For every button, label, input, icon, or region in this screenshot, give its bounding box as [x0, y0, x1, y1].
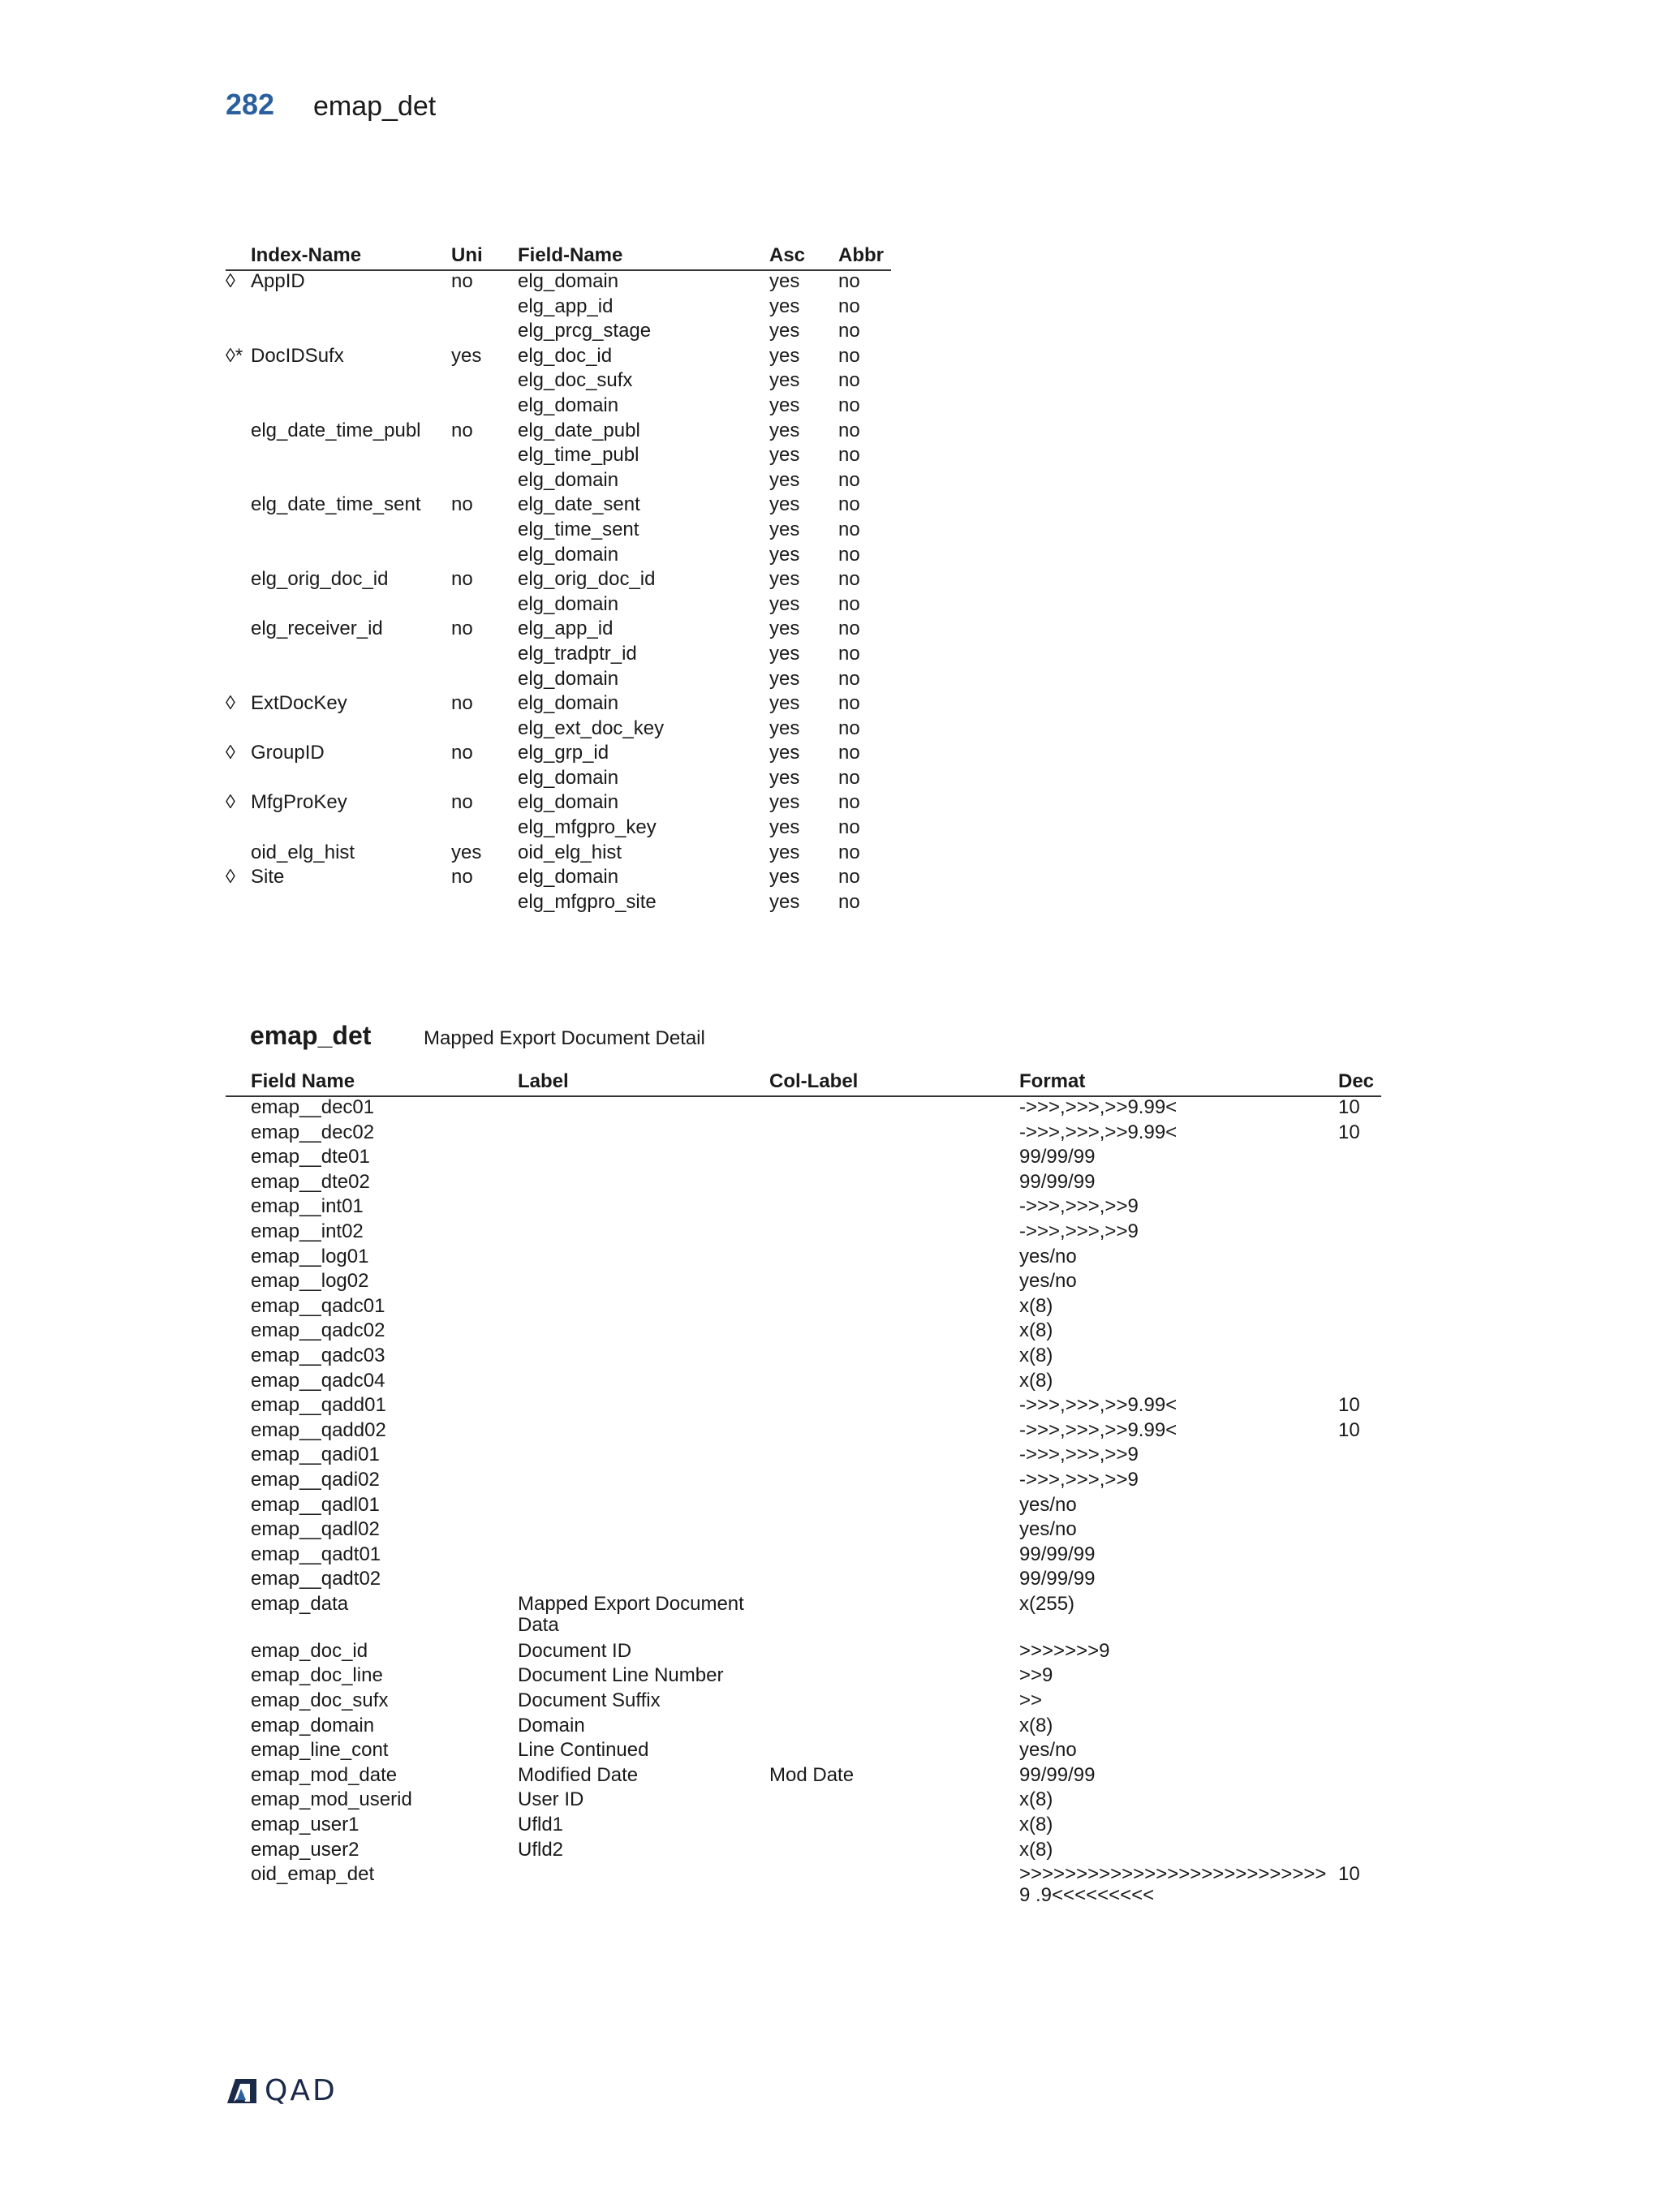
- table-row: [226, 346, 891, 371]
- index-name-cell: oid_elg_hist: [251, 841, 355, 863]
- format-cell: yes/no: [1019, 1493, 1077, 1516]
- label-cell: Modified Date: [518, 1763, 639, 1786]
- section-description: Mapped Export Document Detail: [424, 1027, 705, 1049]
- asc-cell: yes: [769, 841, 800, 863]
- abbr-cell: no: [838, 667, 860, 690]
- asc-cell: yes: [769, 493, 800, 516]
- field-name-cell: emap__dte02: [251, 1170, 370, 1193]
- index-table: [226, 245, 891, 916]
- field-name-cell: emap__qadi01: [251, 1444, 380, 1466]
- table-row: [226, 569, 891, 594]
- table-row: [226, 519, 891, 544]
- table-row: [226, 618, 891, 643]
- field-name-cell: elg_date_publ: [518, 419, 640, 441]
- table-row: [226, 370, 891, 395]
- field-name-cell: elg_app_id: [518, 295, 614, 317]
- uni-cell: yes: [451, 841, 482, 863]
- header-index-name: Index-Name: [251, 244, 362, 266]
- index-name-cell: ExtDocKey: [251, 692, 347, 715]
- index-name-cell: Site: [251, 866, 285, 889]
- field-name-cell: elg_app_id: [518, 618, 614, 640]
- field-name-cell: elg_prcg_stage: [518, 320, 652, 342]
- field-name-cell: emap__qadc04: [251, 1369, 385, 1392]
- table-row: [226, 1395, 1381, 1420]
- field-name-cell: emap_mod_date: [251, 1763, 398, 1786]
- format-cell: x(8): [1019, 1838, 1053, 1861]
- table-row: [226, 1715, 1381, 1741]
- table-row: [226, 669, 891, 694]
- field-name-cell: elg_domain: [518, 766, 619, 789]
- abbr-cell: no: [838, 344, 860, 367]
- table-row: [226, 1246, 1381, 1272]
- format-cell: ->>>,>>>,>>9.99<: [1019, 1121, 1178, 1143]
- header-col-label: Col-Label: [769, 1070, 859, 1092]
- col-label-cell: Mod Date: [769, 1763, 855, 1786]
- asc-cell: yes: [769, 369, 800, 392]
- index-marker-icon: ◊: [226, 791, 235, 814]
- asc-cell: yes: [769, 320, 800, 342]
- format-cell: ->>>,>>>,>>9: [1019, 1468, 1139, 1491]
- index-marker-icon: ◊: [226, 270, 235, 292]
- label-cell: Domain: [518, 1714, 585, 1736]
- header-abbr: Abbr: [838, 244, 884, 266]
- table-row: [226, 867, 891, 892]
- label-cell: Document ID: [518, 1639, 632, 1662]
- table-row: [226, 1097, 1381, 1122]
- abbr-cell: no: [838, 841, 860, 863]
- format-cell: x(8): [1019, 1814, 1053, 1836]
- dec-cell: 10: [1338, 1096, 1360, 1118]
- format-cell: yes/no: [1019, 1270, 1077, 1293]
- label-cell: Ufld1: [518, 1814, 564, 1836]
- header-label: Label: [518, 1070, 569, 1092]
- table-row: [226, 693, 891, 718]
- format-cell: x(8): [1019, 1319, 1053, 1342]
- table-row: [226, 1495, 1381, 1520]
- abbr-cell: no: [838, 518, 860, 540]
- table-row: [226, 742, 891, 768]
- format-cell: ->>>,>>>,>>9.99<: [1019, 1418, 1178, 1441]
- abbr-cell: no: [838, 816, 860, 839]
- index-name-cell: elg_receiver_id: [251, 618, 383, 640]
- field-table-body: [226, 1097, 1381, 1911]
- asc-cell: yes: [769, 419, 800, 441]
- table-row: [226, 1172, 1381, 1197]
- index-name-cell: elg_date_time_publ: [251, 419, 421, 441]
- field-name-cell: elg_grp_id: [518, 742, 609, 764]
- header-uni: Uni: [451, 244, 483, 266]
- uni-cell: no: [451, 692, 473, 715]
- format-cell: 99/99/99: [1019, 1543, 1096, 1565]
- table-row: [226, 1665, 1381, 1690]
- abbr-cell: no: [838, 692, 860, 715]
- header-dec: Dec: [1338, 1070, 1375, 1092]
- table-row: [226, 1814, 1381, 1840]
- logo-text: QAD: [265, 2074, 338, 2107]
- asc-cell: yes: [769, 642, 800, 665]
- index-marker-icon: ◊: [226, 866, 235, 889]
- table-row: [226, 1122, 1381, 1147]
- abbr-cell: no: [838, 369, 860, 392]
- table-row: [226, 1690, 1381, 1715]
- index-name-cell: AppID: [251, 270, 305, 292]
- index-table-header: [226, 245, 891, 269]
- label-cell: Document Suffix: [518, 1689, 661, 1712]
- format-cell: >>: [1019, 1689, 1043, 1712]
- field-name-cell: elg_domain: [518, 270, 619, 292]
- format-cell: ->>>,>>>,>>9: [1019, 1195, 1139, 1218]
- abbr-cell: no: [838, 468, 860, 491]
- format-cell: 99/99/99: [1019, 1146, 1096, 1168]
- format-cell: ->>>,>>>,>>9.99<: [1019, 1096, 1178, 1118]
- field-name-cell: elg_domain: [518, 667, 619, 690]
- table-row: [226, 1740, 1381, 1765]
- field-name-cell: emap__qadc03: [251, 1344, 385, 1366]
- format-cell: x(8): [1019, 1369, 1053, 1392]
- field-name-cell: elg_domain: [518, 791, 619, 814]
- header-field-name: Field-Name: [518, 244, 623, 266]
- format-cell: yes/no: [1019, 1245, 1077, 1267]
- field-name-cell: elg_time_sent: [518, 518, 639, 540]
- table-row: [226, 718, 891, 743]
- field-name-cell: elg_mfgpro_key: [518, 816, 657, 839]
- dec-cell: 10: [1338, 1394, 1360, 1417]
- field-name-cell: elg_mfgpro_site: [518, 890, 657, 913]
- index-name-cell: GroupID: [251, 742, 325, 764]
- uni-cell: no: [451, 270, 473, 292]
- field-name-cell: emap__qadt02: [251, 1568, 381, 1590]
- asc-cell: yes: [769, 295, 800, 317]
- table-row: [226, 1221, 1381, 1246]
- field-name-cell: emap__int02: [251, 1220, 364, 1242]
- uni-cell: no: [451, 568, 473, 591]
- page-number: 282: [226, 88, 275, 121]
- table-row: [226, 1765, 1381, 1790]
- table-row: [226, 1594, 1381, 1641]
- table-row: [226, 1840, 1381, 1865]
- field-name-cell: oid_elg_hist: [518, 841, 622, 863]
- abbr-cell: no: [838, 866, 860, 889]
- index-name-cell: elg_date_time_sent: [251, 493, 421, 516]
- format-cell: yes/no: [1019, 1518, 1077, 1541]
- field-name-cell: emap_domain: [251, 1714, 375, 1736]
- abbr-cell: no: [838, 270, 860, 292]
- table-row: [226, 594, 891, 619]
- abbr-cell: no: [838, 791, 860, 814]
- field-name-cell: emap__dec01: [251, 1096, 375, 1118]
- asc-cell: yes: [769, 890, 800, 913]
- table-row: [226, 470, 891, 495]
- field-name-cell: emap__log01: [251, 1245, 369, 1267]
- uni-cell: no: [451, 866, 473, 889]
- field-name-cell: emap__dec02: [251, 1121, 375, 1143]
- index-marker-icon: ◊*: [226, 344, 243, 367]
- page-title: emap_det: [313, 91, 437, 122]
- asc-cell: yes: [769, 344, 800, 367]
- abbr-cell: no: [838, 419, 860, 441]
- field-name-cell: elg_domain: [518, 394, 619, 416]
- table-row: [226, 1544, 1381, 1569]
- table-row: [226, 1296, 1381, 1321]
- table-row: [226, 792, 891, 817]
- index-marker-icon: ◊: [226, 742, 235, 764]
- asc-cell: yes: [769, 692, 800, 715]
- abbr-cell: no: [838, 568, 860, 591]
- field-name-cell: emap__qadl01: [251, 1493, 380, 1516]
- index-name-cell: elg_orig_doc_id: [251, 568, 389, 591]
- field-name-cell: elg_doc_sufx: [518, 369, 633, 392]
- table-row: [226, 1444, 1381, 1470]
- header-format: Format: [1019, 1070, 1086, 1092]
- index-name-cell: DocIDSufx: [251, 344, 344, 367]
- index-marker-icon: ◊: [226, 692, 235, 715]
- field-name-cell: emap_line_cont: [251, 1739, 389, 1762]
- field-name-cell: elg_tradptr_id: [518, 642, 637, 665]
- abbr-cell: no: [838, 618, 860, 640]
- header-field-name: Field Name: [251, 1070, 355, 1092]
- format-cell: yes/no: [1019, 1739, 1077, 1762]
- section-name: emap_det: [250, 1021, 372, 1050]
- field-name-cell: emap_doc_line: [251, 1664, 383, 1687]
- abbr-cell: no: [838, 592, 860, 615]
- asc-cell: yes: [769, 866, 800, 889]
- field-name-cell: emap_mod_userid: [251, 1788, 412, 1811]
- format-cell: 99/99/99: [1019, 1170, 1096, 1193]
- dec-cell: 10: [1338, 1121, 1360, 1143]
- asc-cell: yes: [769, 816, 800, 839]
- asc-cell: yes: [769, 543, 800, 566]
- field-name-cell: emap_doc_sufx: [251, 1689, 389, 1712]
- format-cell: >>9: [1019, 1664, 1053, 1687]
- table-row: [226, 1789, 1381, 1814]
- field-name-cell: emap__log02: [251, 1270, 369, 1293]
- abbr-cell: no: [838, 493, 860, 516]
- format-cell: 99/99/99: [1019, 1763, 1096, 1786]
- asc-cell: yes: [769, 667, 800, 690]
- table-row: [226, 445, 891, 470]
- table-row: [226, 643, 891, 669]
- format-cell: x(8): [1019, 1788, 1053, 1811]
- table-row: [226, 321, 891, 346]
- format-cell: >>>>>>>>>>>>>>>>>>>>>>>>>>>9 .9<<<<<<<<<: [1019, 1863, 1327, 1907]
- format-cell: ->>>,>>>,>>9: [1019, 1220, 1139, 1242]
- footer-logo: [226, 2074, 338, 2107]
- table-row: [226, 1641, 1381, 1666]
- abbr-cell: no: [838, 890, 860, 913]
- abbr-cell: no: [838, 642, 860, 665]
- table-row: [226, 1519, 1381, 1544]
- field-name-cell: emap_data: [251, 1592, 349, 1615]
- format-cell: 99/99/99: [1019, 1568, 1096, 1590]
- field-name-cell: emap__dte01: [251, 1146, 370, 1168]
- field-name-cell: emap__int01: [251, 1195, 364, 1218]
- asc-cell: yes: [769, 270, 800, 292]
- field-name-cell: emap__qadi02: [251, 1468, 380, 1491]
- field-name-cell: emap_user1: [251, 1814, 360, 1836]
- table-row: [226, 1196, 1381, 1221]
- abbr-cell: no: [838, 742, 860, 764]
- format-cell: x(255): [1019, 1592, 1075, 1615]
- table-row: [226, 1345, 1381, 1371]
- field-name-cell: elg_time_publ: [518, 444, 639, 467]
- label-cell: Line Continued: [518, 1739, 649, 1762]
- field-name-cell: emap__qadc01: [251, 1294, 385, 1317]
- format-cell: ->>>,>>>,>>9.99<: [1019, 1394, 1178, 1417]
- label-cell: Document Line Number: [518, 1664, 724, 1687]
- table-row: [226, 1569, 1381, 1594]
- field-name-cell: elg_orig_doc_id: [518, 568, 656, 591]
- label-cell: Ufld2: [518, 1838, 564, 1861]
- abbr-cell: no: [838, 444, 860, 467]
- field-name-cell: emap__qadd01: [251, 1394, 386, 1417]
- field-name-cell: elg_doc_id: [518, 344, 613, 367]
- asc-cell: yes: [769, 791, 800, 814]
- format-cell: x(8): [1019, 1294, 1053, 1317]
- asc-cell: yes: [769, 444, 800, 467]
- field-name-cell: elg_domain: [518, 468, 619, 491]
- format-cell: x(8): [1019, 1714, 1053, 1736]
- format-cell: ->>>,>>>,>>9: [1019, 1444, 1139, 1466]
- abbr-cell: no: [838, 320, 860, 342]
- index-table-body: [226, 271, 891, 916]
- label-cell: User ID: [518, 1788, 584, 1811]
- asc-cell: yes: [769, 592, 800, 615]
- section-heading: [250, 1021, 705, 1051]
- field-name-cell: elg_ext_doc_key: [518, 717, 665, 739]
- uni-cell: no: [451, 742, 473, 764]
- table-row: [226, 420, 891, 445]
- table-row: [226, 768, 891, 793]
- table-row: [226, 544, 891, 570]
- table-row: [226, 1864, 1381, 1911]
- uni-cell: no: [451, 419, 473, 441]
- label-cell: Mapped Export Document Data: [518, 1592, 744, 1636]
- table-row: [226, 1470, 1381, 1495]
- asc-cell: yes: [769, 394, 800, 416]
- field-name-cell: emap_user2: [251, 1838, 360, 1861]
- asc-cell: yes: [769, 468, 800, 491]
- uni-cell: yes: [451, 344, 482, 367]
- asc-cell: yes: [769, 618, 800, 640]
- field-name-cell: oid_emap_det: [251, 1863, 375, 1886]
- field-table-header: [226, 1071, 1381, 1095]
- abbr-cell: no: [838, 717, 860, 739]
- abbr-cell: no: [838, 543, 860, 566]
- field-name-cell: elg_domain: [518, 866, 619, 889]
- uni-cell: no: [451, 791, 473, 814]
- field-table: [226, 1071, 1381, 1911]
- asc-cell: yes: [769, 766, 800, 789]
- asc-cell: yes: [769, 717, 800, 739]
- table-row: [226, 1271, 1381, 1296]
- table-row: [226, 1371, 1381, 1396]
- table-row: [226, 271, 891, 296]
- abbr-cell: no: [838, 394, 860, 416]
- table-row: [226, 1420, 1381, 1445]
- field-name-cell: emap__qadd02: [251, 1418, 386, 1441]
- table-row: [226, 1320, 1381, 1345]
- field-name-cell: elg_date_sent: [518, 493, 640, 516]
- table-row: [226, 842, 891, 867]
- field-name-cell: emap__qadt01: [251, 1543, 381, 1565]
- asc-cell: yes: [769, 518, 800, 540]
- qad-logo-icon: [226, 2077, 258, 2105]
- field-name-cell: elg_domain: [518, 543, 619, 566]
- field-name-cell: emap__qadc02: [251, 1319, 385, 1342]
- header-asc: Asc: [769, 244, 806, 266]
- field-name-cell: emap__qadl02: [251, 1518, 380, 1541]
- format-cell: x(8): [1019, 1344, 1053, 1366]
- abbr-cell: no: [838, 766, 860, 789]
- table-row: [226, 1147, 1381, 1172]
- asc-cell: yes: [769, 742, 800, 764]
- field-name-cell: elg_domain: [518, 692, 619, 715]
- table-row: [226, 817, 891, 842]
- format-cell: >>>>>>>9: [1019, 1639, 1110, 1662]
- asc-cell: yes: [769, 568, 800, 591]
- table-row: [226, 494, 891, 519]
- uni-cell: no: [451, 618, 473, 640]
- field-name-cell: emap_doc_id: [251, 1639, 368, 1662]
- field-name-cell: elg_domain: [518, 592, 619, 615]
- table-row: [226, 296, 891, 321]
- uni-cell: no: [451, 493, 473, 516]
- dec-cell: 10: [1338, 1863, 1360, 1886]
- table-row: [226, 395, 891, 420]
- index-name-cell: MfgProKey: [251, 791, 347, 814]
- table-row: [226, 892, 891, 917]
- abbr-cell: no: [838, 295, 860, 317]
- dec-cell: 10: [1338, 1418, 1360, 1441]
